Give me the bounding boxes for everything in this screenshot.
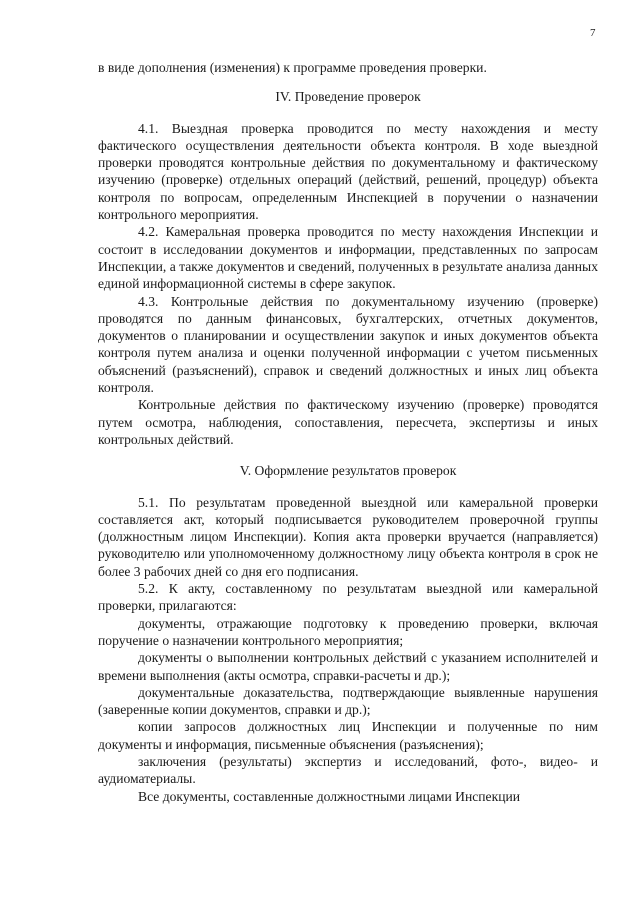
section-4-heading: IV. Проведение проверок	[275, 89, 421, 105]
document-body	[98, 59, 598, 805]
list-item-evidence-docs: документальные доказательства, подтверждающие выявленные нарушения (заверенные копии документов, справки и др.);	[98, 684, 598, 718]
paragraph-4-1: 4.1. Выездная проверка проводится по месту нахождения и месту фактического осуществления деятельности объекта контроля. В ходе выездной проверки проводятся контрольные действия по документальному и фактическому изучению (проверке) отдельных операций (действий, решений, процедур) объекта контроля по вопросам, определенным Инспекцией в поручении о назначении контрольного мероприятия.	[98, 120, 598, 223]
section-5-heading: V. Оформление результатов проверок	[239, 463, 457, 479]
paragraph-4-3: 4.3. Контрольные действия по документальному изучению (проверке) проводятся по данным финансовых, бухгалтерских, отчетных документов, документов о планировании и осуществлении закупок и иных документов объекта контроля путем анализа и оценки полученной информации с учетом письменных объяснений (разъяснений), справок и сведений должностных и иных лиц объекта контроля.	[98, 293, 598, 396]
paragraph-5-1: 5.1. По результатам проведенной выездной или камеральной проверки составляется акт, который подписывается руководителем проверочной группы (должностным лицом Инспекции). Копия акта проверки вручается (направляется) руководителю или уполномоченному должностному лицу объекта контроля в срок не более 3 рабочих дней со дня его подписания.	[98, 494, 598, 579]
page-number: 7	[590, 27, 596, 39]
paragraph-4-2: 4.2. Камеральная проверка проводится по месту нахождения Инспекции и состоит в исследовании документов и информации, представленных по запросам Инспекции, а также документов и сведений, полученных в результате анализа данных единой информационной системы в сфере закупок.	[98, 224, 598, 292]
paragraph-all-documents: Все документы, составленные должностными лицами Инспекции	[138, 788, 521, 804]
list-item-control-actions-docs: документы о выполнении контрольных действий с указанием исполнителей и времени выполнения (акты осмотра, справки-расчеты и др.);	[98, 650, 598, 683]
paragraph-5-2: 5.2. К акту, составленному по результатам выездной или камеральной проверки, прилагаются:	[98, 581, 598, 614]
list-item-preparation-docs: документы, отражающие подготовку к проведению проверки, включая поручение о назначении контрольного мероприятия;	[98, 615, 598, 648]
intro-line: в виде дополнения (изменения) к программе проведения проверки.	[98, 60, 487, 75]
list-item-request-copies: копии запросов должностных лиц Инспекции и полученные по ним документы и информация, письменные объяснения (разъяснения);	[98, 719, 598, 752]
paragraph-4-3-continued: Контрольные действия по фактическому изучению (проверке) проводятся путем осмотра, наблюдения, сопоставления, пересчета, экспертизы и иных контрольных действий.	[98, 397, 598, 447]
list-item-expertise-results: заключения (результаты) экспертиз и исследований, фото-, видео- и аудиоматериалы.	[98, 753, 598, 787]
